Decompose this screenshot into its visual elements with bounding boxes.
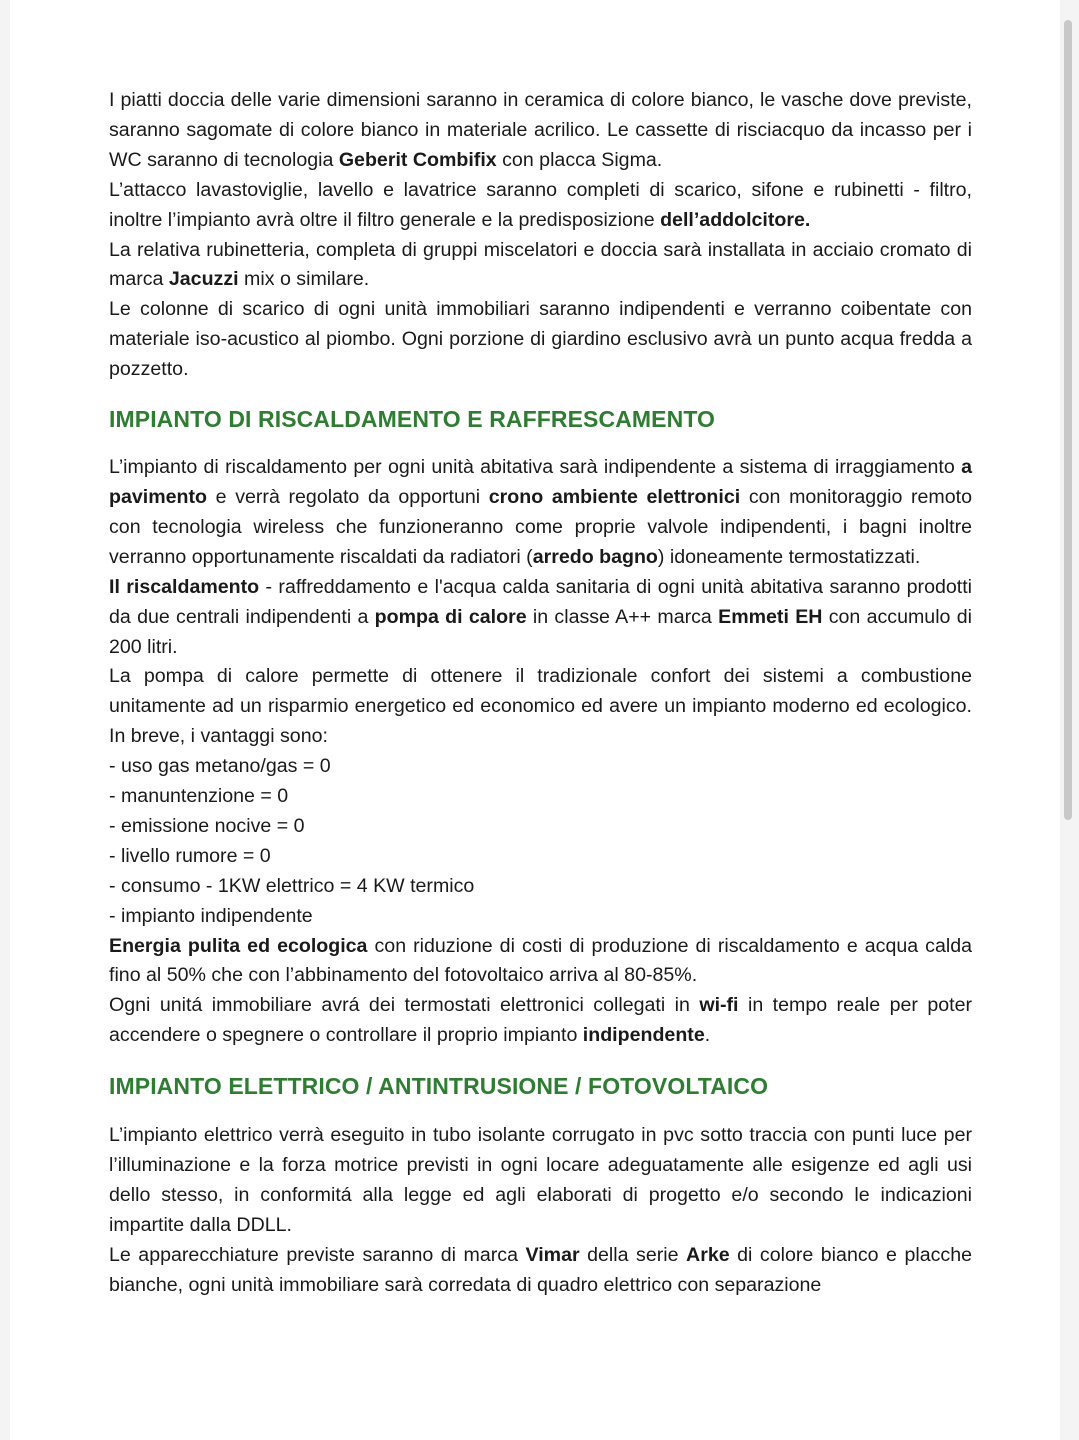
paragraph-shower-trays: I piatti doccia delle varie dimensioni saranno in ceramica di colore bianco, le vasche dove previste, saranno sagomate di colore bianco in materiale acrilico. Le cassette di risciacquo da incasso per i WC saranno di tecnologia Geberit Combifix con placca Sigma.	[109, 89, 972, 171]
paragraph-heat-pump-benefits: La pompa di calore permette di ottenere il tradizionale confort dei sistemi a combustione unitamente ad un risparmio energetico ed economico ed avere un impianto moderno ed ecologico. In breve, i vantaggi sono:	[109, 665, 972, 748]
scrollbar-thumb[interactable]	[1064, 20, 1072, 820]
list-item: - emissione nocive = 0	[109, 814, 305, 837]
list-item: - impianto indipendente	[109, 904, 313, 927]
heading-heating: IMPIANTO DI RISCALDAMENTO E RAFFRESCAMENTO	[109, 406, 716, 433]
paragraph-taps: La relativa rubinetteria, completa di gruppi miscelatori e doccia sarà installata in acciaio cromato di marca Jacuzzi mix o similare.	[109, 238, 972, 291]
paragraph-heat-pump: Il riscaldamento - raffreddamento e l'acqua calda sanitaria di ogni unità abitativa saranno prodotti da due centrali indipendenti a pompa di calore in classe A++ marca Emmeti EH con accumulo di 200 litri.	[109, 575, 972, 658]
paragraph-drain-columns: Le colonne di scarico di ogni unità immobiliari saranno indipendenti e verranno coibentate con materiale iso-acustico al piombo. Ogni porzione di giardino esclusivo avrà un punto acqua fredda a pozzetto.	[109, 298, 972, 381]
paragraph-thermostats: Ogni unitá immobiliare avrá dei termostati elettronici collegati in wi-fi in tempo reale per poter accendere o spegnere o controllare il proprio impianto indipendente.	[109, 994, 972, 1047]
paragraph-heating-system: L’impianto di riscaldamento per ogni unità abitativa sarà indipendente a sistema di irraggiamento a pavimento e verrà regolato da opportuni crono ambiente elettronici con monitoraggio remoto con tecnologia wireless che funzioneranno come proprie valvole indipendenti, i bagni inoltre verranno opportunamente riscaldati da radiatori (arredo bagno) idoneamente termostatizzati.	[109, 456, 972, 568]
paragraph-connections: L’attacco lavastoviglie, lavello e lavatrice saranno completi di scarico, sifone e rubinetti - filtro, inoltre l’impianto avrà oltre il filtro generale e la predisposizione dell’addolcitore.	[109, 178, 972, 231]
list-item: - consumo - 1KW elettrico = 4 KW termico	[109, 874, 475, 897]
document-page	[10, 0, 1060, 1440]
paragraph-electric-system: L’impianto elettrico verrà eseguito in tubo isolante corrugato in pvc sotto traccia con punti luce per l’illuminazione e la forza motrice previsti in ogni locare adeguatamente alle esigenze ed agli usi dello stesso, in conformitá alla legge ed agli elaborati di progetto e/o secondo le indicazioni impartite dalla DDLL.	[109, 1124, 972, 1236]
paragraph-equipment: Le apparecchiature previste saranno di marca Vimar della serie Arke di colore bianco e placche bianche, ogni unità immobiliare sarà corredata di quadro elettrico con separazione	[109, 1243, 972, 1296]
list-item: - uso gas metano/gas = 0	[109, 755, 331, 778]
paragraph-clean-energy: Energia pulita ed ecologica con riduzione di costi di produzione di riscaldamento e acqua calda fino al 50% che con l’abbinamento del fotovoltaico arriva al 80-85%.	[109, 934, 973, 987]
advantages-list	[109, 752, 972, 931]
vertical-scrollbar[interactable]	[1063, 10, 1073, 1430]
document-content	[109, 86, 972, 1301]
heading-electric: IMPIANTO ELETTRICO / ANTINTRUSIONE / FOTOVOLTAICO	[109, 1073, 769, 1100]
list-item: - manuntenzione = 0	[109, 785, 289, 808]
list-item: - livello rumore = 0	[109, 844, 271, 867]
